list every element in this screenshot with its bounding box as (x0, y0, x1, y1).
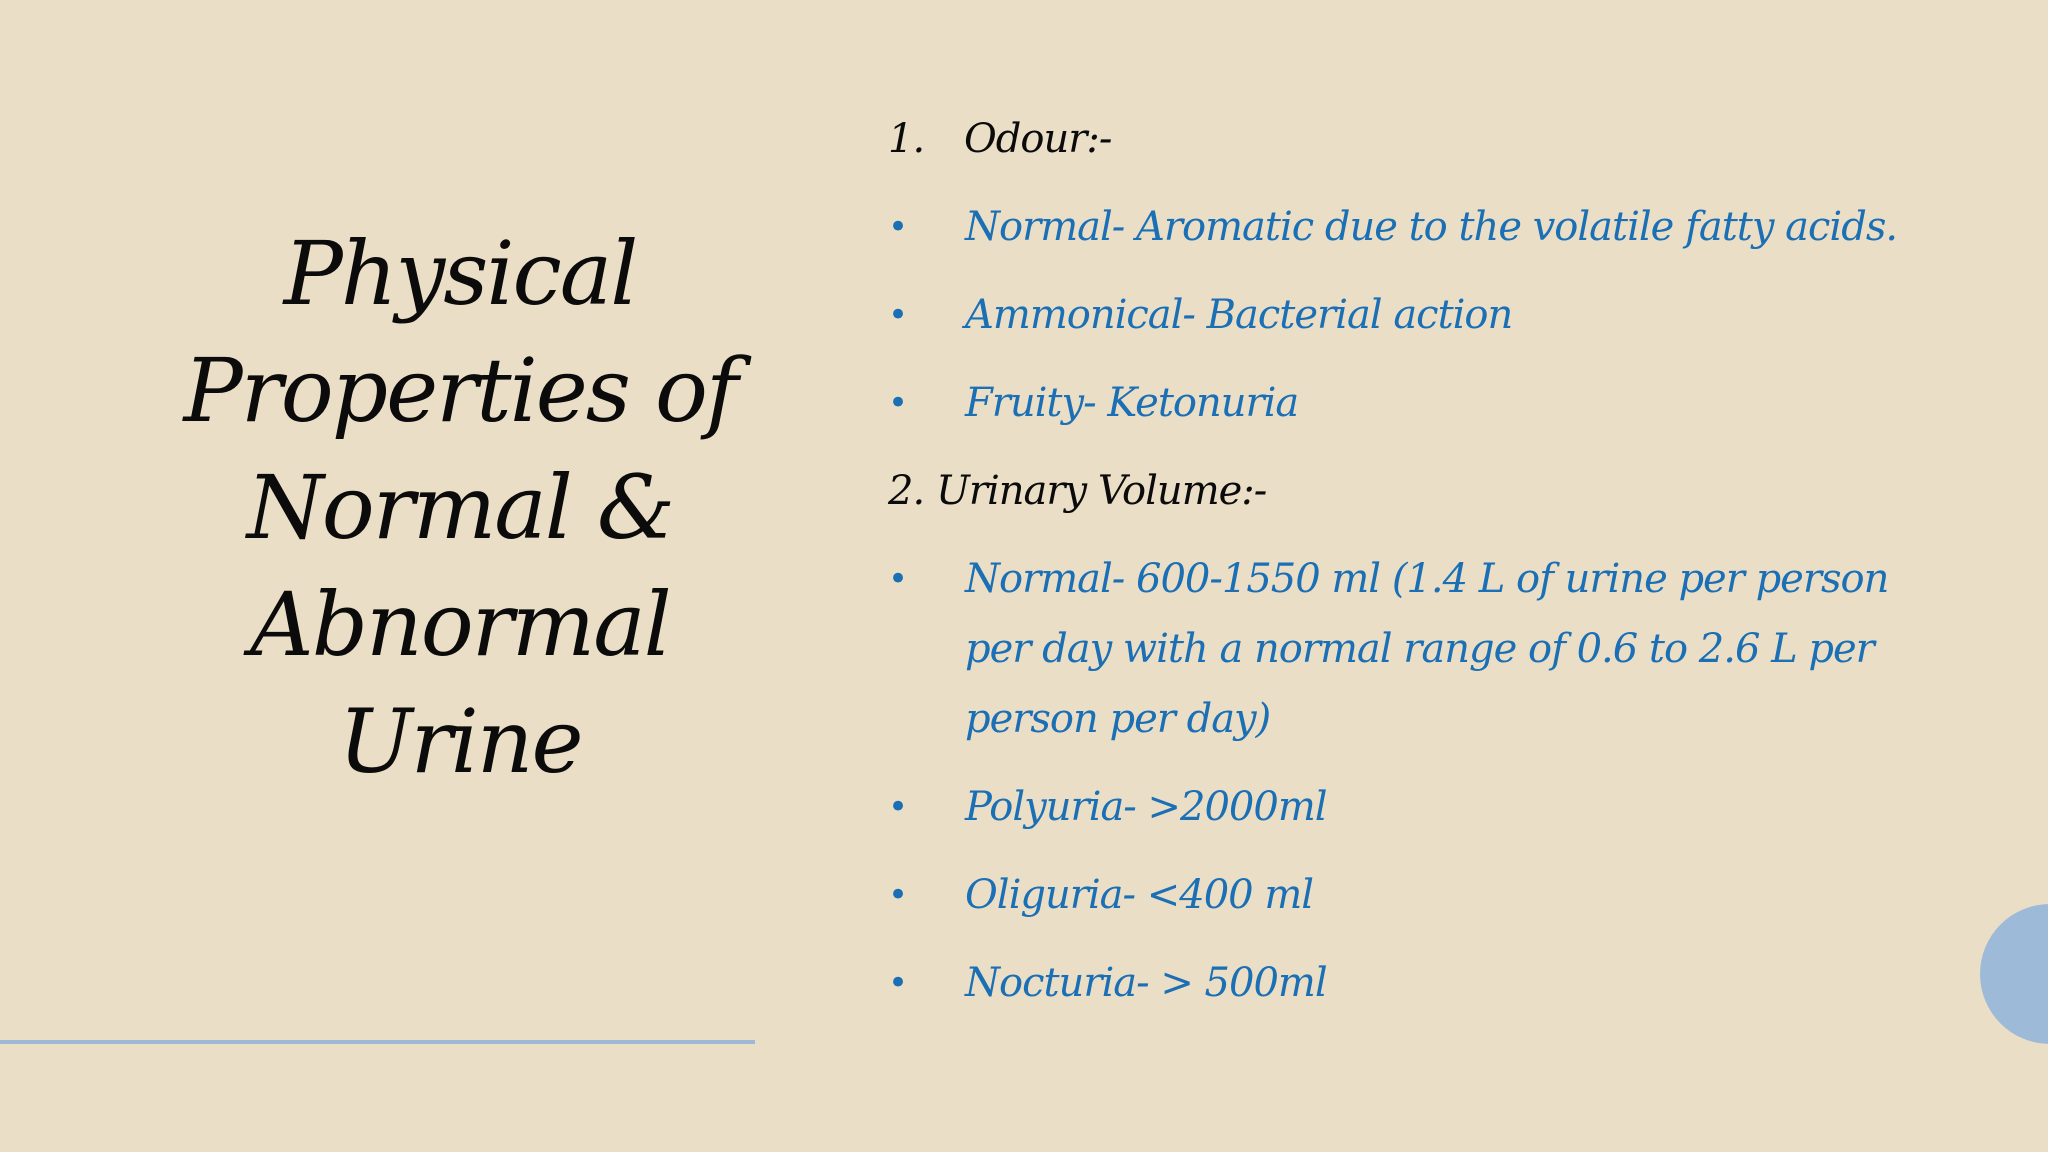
list-item-text: Polyuria- >2000ml (965, 784, 1327, 830)
section-heading-text: Urinary Volume:- (936, 468, 1267, 514)
list-item-text: Ammonical- Bacterial action (965, 292, 1513, 338)
list-item (888, 948, 1948, 1018)
list-item-text: Normal- 600-1550 ml (1.4 L of urine per person per day with a normal range of 0.6 to 2.6 L per person per day) (965, 556, 1889, 742)
title-line: Physical (283, 222, 637, 325)
bullet-icon: • (888, 559, 908, 599)
list-item-text: Fruity- Ketonuria (965, 380, 1299, 426)
bullet-icon: • (888, 787, 908, 827)
section-heading-text: Odour:- (964, 116, 1112, 162)
list-item (888, 192, 1948, 262)
list-item (888, 860, 1948, 930)
bullet-icon: • (888, 875, 908, 915)
title-line: Abnormal (250, 573, 670, 676)
decorative-circle (1980, 904, 2048, 1044)
content-list (888, 104, 1948, 1036)
title-line: Properties of (183, 339, 737, 442)
list-item (888, 544, 1948, 754)
section-heading-urinary-volume (888, 456, 1948, 544)
divider-line (0, 1040, 755, 1044)
list-item-text: Oliguria- <400 ml (965, 872, 1314, 918)
bullet-icon: • (888, 207, 908, 247)
slide-title (130, 215, 790, 800)
list-item (888, 772, 1948, 842)
list-item (888, 368, 1948, 438)
section-number: 2. (888, 468, 925, 514)
section-number: 1. (888, 116, 925, 162)
title-line: Normal & (246, 456, 674, 559)
list-item-text: Normal- Aromatic due to the volatile fatty acids. (965, 204, 1898, 250)
bullet-icon: • (888, 963, 908, 1003)
section-heading-odour (888, 104, 1948, 192)
list-item (888, 280, 1948, 350)
bullet-icon: • (888, 383, 908, 423)
list-item-text: Nocturia- > 500ml (965, 960, 1327, 1006)
bullet-icon: • (888, 295, 908, 335)
title-line: Urine (338, 690, 582, 793)
